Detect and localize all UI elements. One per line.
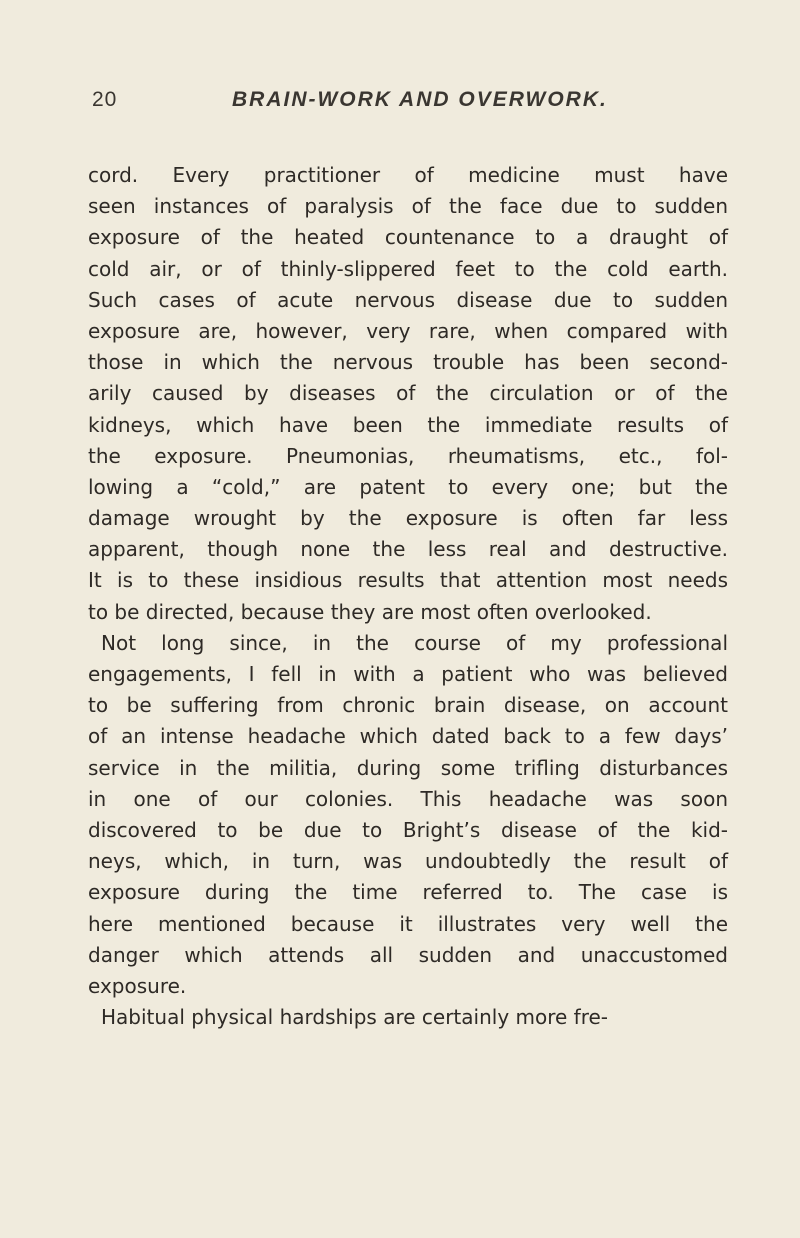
text-line: exposure of the heated countenance to a draught of [88,225,728,250]
text-line: exposure. [88,973,187,998]
text-line: seen instances of paralysis of the face due to sudden [88,194,728,219]
text-line: It is to these insidious results that attention most needs [88,568,728,593]
text-line: in one of our colonies. This headache was soon [88,786,728,811]
text-line: apparent, though none the less real and destructive. [88,537,728,562]
text-line: cord. Every practitioner of medicine must have [88,163,728,187]
text-line: Such cases of acute nervous disease due to sudden [88,287,728,312]
text-line: damage wrought by the exposure is often far less [88,506,728,531]
text-line: those in which the nervous trouble has been second- [88,350,728,375]
text-line: cold air, or of thinly-slippered feet to the cold earth. [88,256,728,281]
text-line: kidneys, which have been the immediate results of [88,412,728,437]
text-line: discovered to be due to Bright’s disease of the kid- [88,817,728,842]
text-line: exposure are, however, very rare, when compared with [88,318,728,343]
running-head: BRAIN-WORK AND OVERWORK. [232,88,608,111]
text-line: engagements, I fell in with a patient who was believed [88,662,728,686]
body-text [88,160,728,1033]
text-line: here mentioned because it illustrates very well the [88,911,728,936]
text-line: Not long since, in the course of my professional [101,630,728,655]
text-line: service in the militia, during some trifling disturbances [88,755,728,780]
text-line: arily caused by diseases of the circulation or of the [88,381,728,406]
page-number: 20 [92,88,118,111]
text-line: neys, which, in turn, was undoubtedly the result of [88,849,728,874]
text-line: to be directed, because they are most often overlooked. [88,599,652,624]
text-line: danger which attends all sudden and unaccustomed [88,942,728,967]
text-line: exposure during the time referred to. The case is [88,880,728,905]
text-line: Habitual physical hardships are certainly more fre- [101,1005,609,1030]
text-line: lowing a “cold,” are patent to every one; but the [88,474,728,499]
text-line: the exposure. Pneumonias, rheumatisms, etc., fol- [88,443,728,468]
text-line: of an intense headache which dated back to a few days’ [88,724,728,749]
page-header [92,88,732,118]
text-line: to be suffering from chronic brain disease, on account [88,693,728,718]
